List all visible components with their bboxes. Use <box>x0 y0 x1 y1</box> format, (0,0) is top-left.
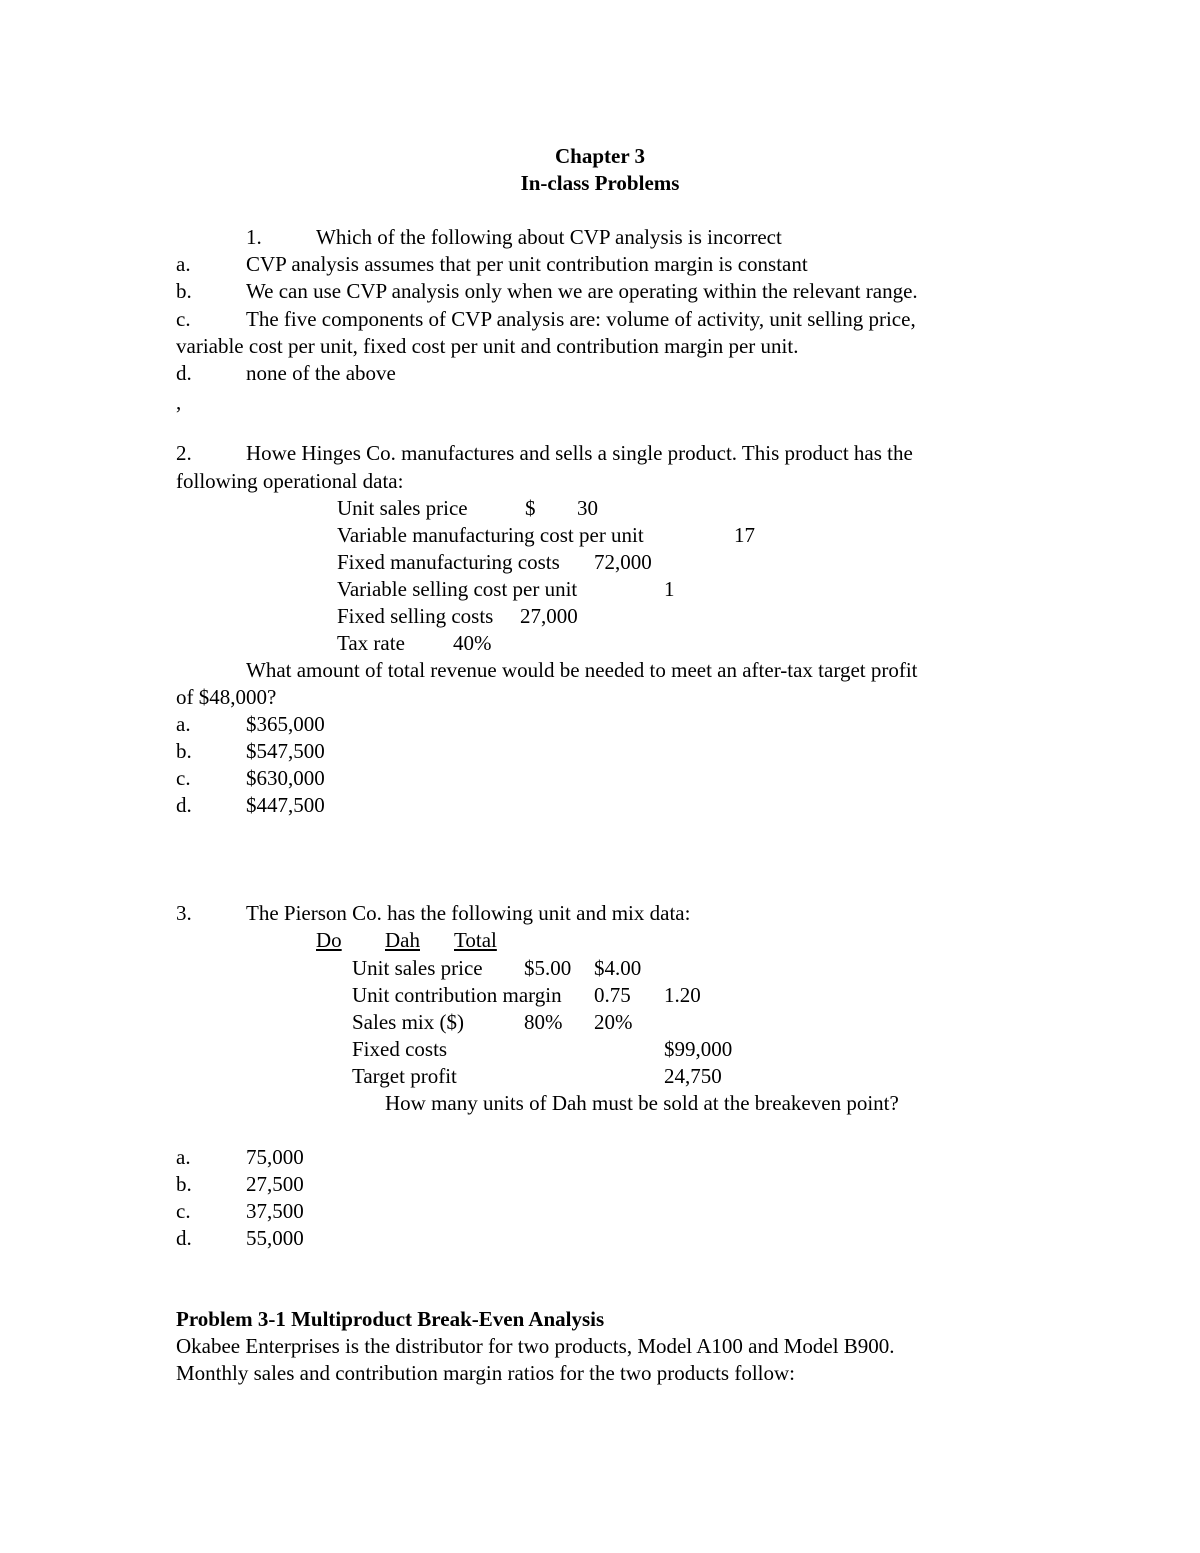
q2-data-value: 17 <box>734 523 755 547</box>
q1-number: 1. <box>246 225 262 249</box>
q1-option-b-letter: b. <box>176 279 192 303</box>
q2-data-label: Variable selling cost per unit <box>337 577 578 601</box>
q3-option-d-letter: d. <box>176 1226 192 1250</box>
q1-option-c-letter: c. <box>176 307 191 331</box>
q3-row-total: 24,750 <box>664 1064 722 1088</box>
q2-question-line1: What amount of total revenue would be needed to meet an after-tax target profit <box>246 658 918 682</box>
q2-number: 2. <box>176 441 192 465</box>
q2-data-value: 30 <box>577 496 598 520</box>
q3-row-label: Sales mix ($) <box>352 1010 464 1034</box>
q3-row-do: 0.75 <box>594 983 631 1007</box>
stray-mark: , <box>176 390 182 414</box>
page-subtitle: In-class Problems <box>520 171 680 195</box>
q3-header-do: Do <box>316 928 342 952</box>
q1-option-d-letter: d. <box>176 361 192 385</box>
q2-option-c-letter: c. <box>176 766 191 790</box>
q2-data-label: Fixed manufacturing costs <box>337 550 560 574</box>
q3-row-label: Fixed costs <box>352 1037 448 1061</box>
q3-row-dah: $4.00 <box>594 956 642 980</box>
q2-option-d-text: $447,500 <box>246 793 325 817</box>
q2-question-line2: of $48,000? <box>176 685 277 709</box>
q3-row-total: $99,000 <box>664 1037 733 1061</box>
q2-option-c-text: $630,000 <box>246 766 325 790</box>
q3-option-b-letter: b. <box>176 1172 192 1196</box>
q2-option-a-text: $365,000 <box>246 712 325 736</box>
q1-option-b-text: We can use CVP analysis only when we are operating within the relevant range. <box>246 279 918 303</box>
q2-option-b-text: $547,500 <box>246 739 325 763</box>
q3-row-do: 80% <box>524 1010 563 1034</box>
q3-row-dah: 1.20 <box>664 983 701 1007</box>
q1-stem: Which of the following about CVP analysis is incorrect <box>316 225 782 249</box>
q2-data-label: Variable manufacturing cost per unit <box>337 523 644 547</box>
q2-option-a-letter: a. <box>176 712 191 736</box>
q3-row-label: Target profit <box>352 1064 457 1088</box>
q1-option-c-text-continued: variable cost per unit, fixed cost per unit and contribution margin per unit. <box>176 334 799 358</box>
q3-question: How many units of Dah must be sold at the breakeven point? <box>385 1091 899 1115</box>
page-title: Chapter 3 <box>554 144 646 168</box>
q3-number: 3. <box>176 901 192 925</box>
problem-3-1-title: Problem 3-1 Multiproduct Break-Even Analysis <box>176 1307 605 1331</box>
q3-row-label: Unit sales price <box>352 956 483 980</box>
q2-data-value: 40% <box>453 631 492 655</box>
problem-3-1-text-line2: Monthly sales and contribution margin ratios for the two products follow: <box>176 1361 796 1385</box>
q3-option-a-letter: a. <box>176 1145 191 1169</box>
q3-option-c-letter: c. <box>176 1199 191 1223</box>
q2-stem-line2: following operational data: <box>176 469 404 493</box>
q3-header-dah: Dah <box>385 928 420 952</box>
q1-option-a-text: CVP analysis assumes that per unit contribution margin is constant <box>246 252 808 276</box>
q1-option-a-letter: a. <box>176 252 191 276</box>
q2-data-label: Unit sales price <box>337 496 468 520</box>
q3-stem: The Pierson Co. has the following unit and mix data: <box>246 901 691 925</box>
q3-option-b-text: 27,500 <box>246 1172 304 1196</box>
q3-option-a-text: 75,000 <box>246 1145 304 1169</box>
problem-3-1-text-line1: Okabee Enterprises is the distributor for two products, Model A100 and Model B900. <box>176 1334 895 1358</box>
q3-option-c-text: 37,500 <box>246 1199 304 1223</box>
q2-data-value: 72,000 <box>594 550 652 574</box>
q3-header-total: Total <box>454 928 497 952</box>
q1-option-c-text: The five components of CVP analysis are: volume of activity, unit selling price, <box>246 307 916 331</box>
q2-option-b-letter: b. <box>176 739 192 763</box>
q2-data-value: 27,000 <box>520 604 578 628</box>
q2-data-label: Fixed selling costs <box>337 604 494 628</box>
q2-data-label: Tax rate <box>337 631 405 655</box>
q2-stem-line1: Howe Hinges Co. manufactures and sells a single product. This product has the <box>246 441 913 465</box>
q3-row-do: $5.00 <box>524 956 572 980</box>
q2-option-d-letter: d. <box>176 793 192 817</box>
q1-option-d-text: none of the above <box>246 361 396 385</box>
q2-data-symbol: $ <box>525 496 536 520</box>
q3-row-dah: 20% <box>594 1010 633 1034</box>
q3-row-label: Unit contribution margin <box>352 983 562 1007</box>
q2-data-value: 1 <box>664 577 675 601</box>
q3-option-d-text: 55,000 <box>246 1226 304 1250</box>
